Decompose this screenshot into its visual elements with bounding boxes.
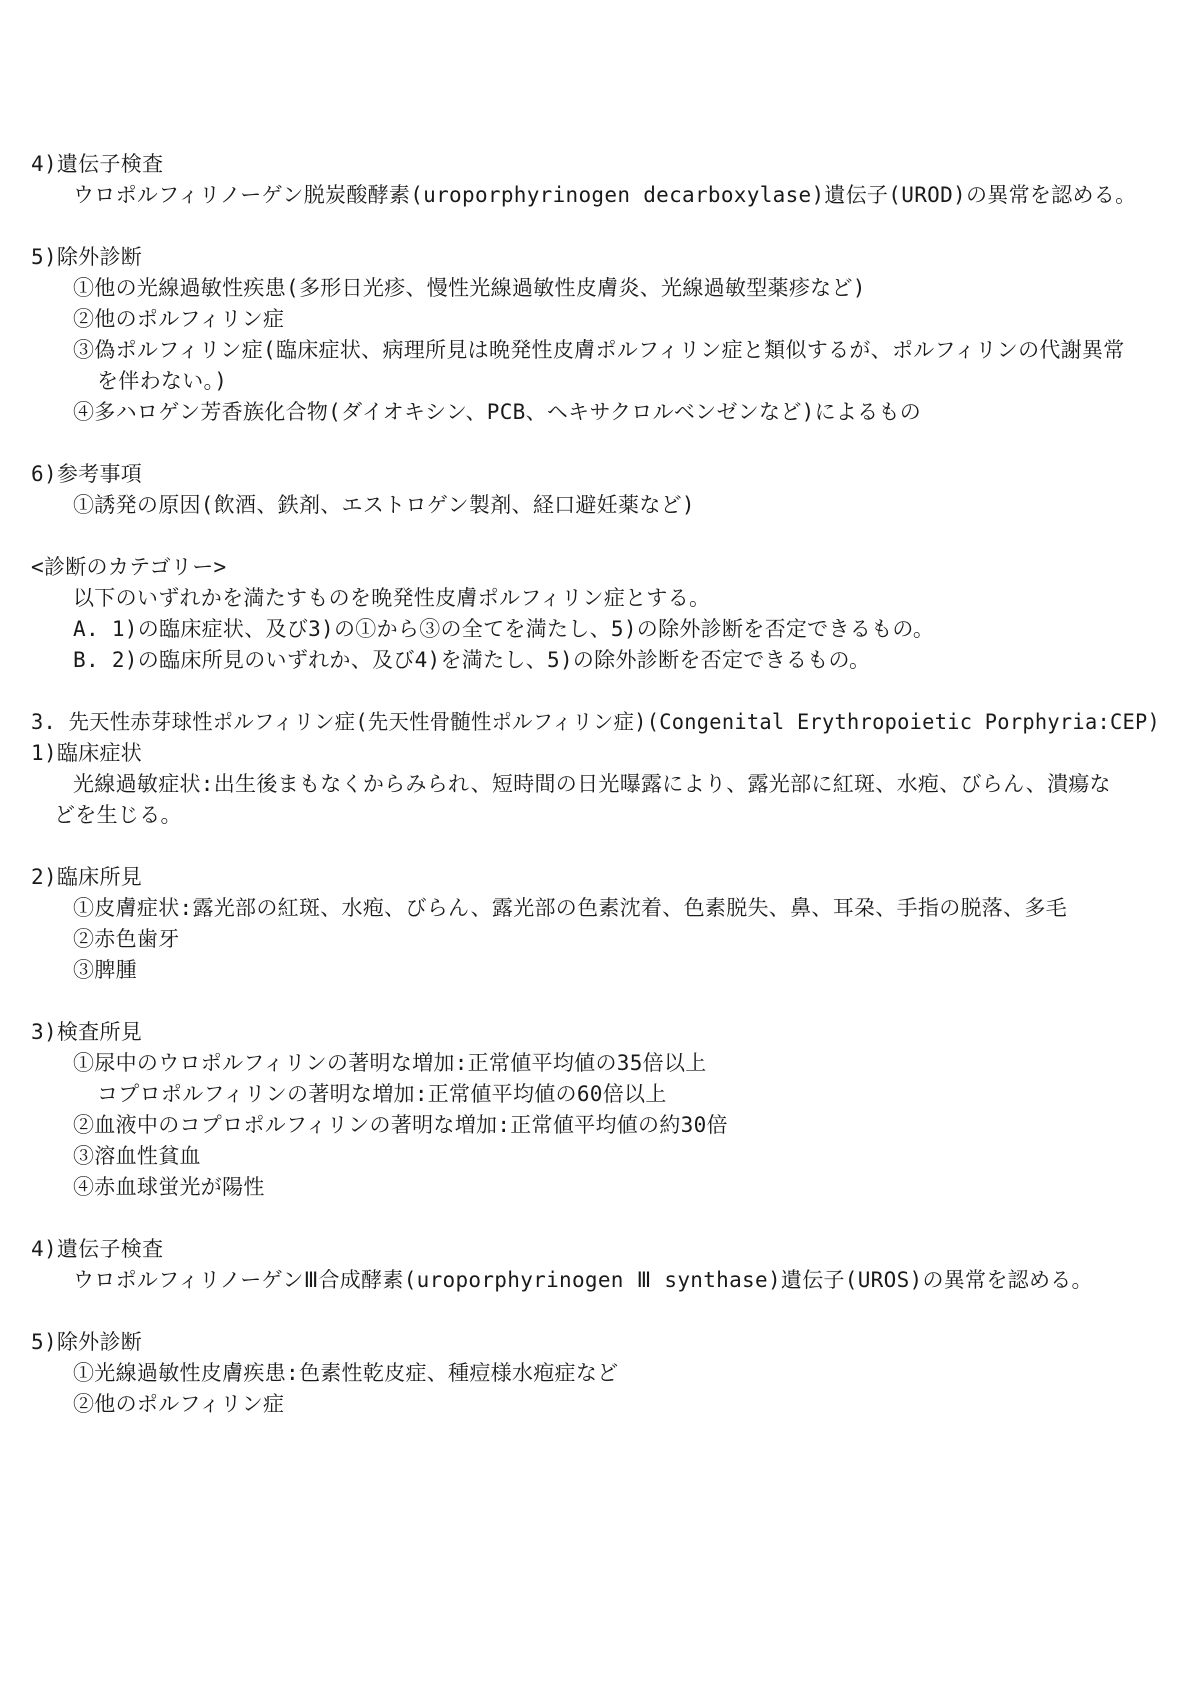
text-photosensitivity-cont: どを生じる。: [54, 803, 182, 827]
list-item: A. 1)の臨床症状、及び3)の①から③の全てを満たし、5)の除外診断を否定できるもの。: [73, 617, 935, 641]
heading-lab-findings: 3)検査所見: [31, 1020, 143, 1044]
list-item: ①他の光線過敏性疾患(多形日光疹、慢性光線過敏性皮膚炎、光線過敏型薬疹など): [73, 276, 866, 300]
heading-clinical-findings: 2)臨床所見: [31, 865, 143, 889]
list-item: ④多ハロゲン芳香族化合物(ダイオキシン、PCB、ヘキサクロルベンゼンなど)によるもの: [73, 400, 922, 424]
list-item: ②赤色歯牙: [73, 927, 180, 951]
list-item-continuation: を伴わない。): [97, 369, 228, 393]
list-item: ③溶血性貧血: [73, 1144, 201, 1168]
heading-exclusion: 5)除外診断: [31, 1330, 143, 1354]
section-title-cep: 3. 先天性赤芽球性ポルフィリン症(先天性骨髄性ポルフィリン症)(Congenital Erythropoietic Porphyria:CEP): [31, 710, 1161, 734]
list-item: B. 2)の臨床所見のいずれか、及び4)を満たし、5)の除外診断を否定できるもの。: [73, 648, 871, 672]
list-item: ④赤血球蛍光が陽性: [73, 1175, 265, 1199]
heading-diagnosis-category: <診断のカテゴリー>: [31, 555, 227, 579]
list-item: ①誘発の原因(飲酒、鉄剤、エストロゲン製剤、経口避妊薬など): [73, 493, 695, 517]
heading-genetic-test: 4)遺伝子検査: [31, 1237, 164, 1261]
heading-exclusion: 5)除外診断: [31, 245, 143, 269]
list-item: ①尿中のウロポルフィリンの著明な増加:正常値平均値の35倍以上: [73, 1051, 707, 1075]
list-item: ①皮膚症状:露光部の紅斑、水疱、びらん、露光部の色素沈着、色素脱失、鼻、耳朶、手指の脱落、多毛: [73, 896, 1067, 920]
list-item: ②他のポルフィリン症: [73, 1392, 285, 1416]
list-item: ①光線過敏性皮膚疾患:色素性乾皮症、種痘様水疱症など: [73, 1361, 619, 1385]
list-item: ②血液中のコプロポルフィリンの著明な増加:正常値平均値の約30倍: [73, 1113, 728, 1137]
list-item-continuation: コプロポルフィリンの著明な増加:正常値平均値の60倍以上: [97, 1082, 667, 1106]
heading-clinical-symptoms: 1)臨床症状: [31, 741, 143, 765]
heading-genetic-test: 4)遺伝子検査: [31, 152, 164, 176]
text-photosensitivity: 光線過敏症状:出生後まもなくからみられ、短時間の日光曝露により、露光部に紅斑、水疱、びらん、潰瘍な: [73, 772, 1111, 796]
text-uros: ウロポルフィリノーゲンⅢ合成酵素(uroporphyrinogen Ⅲ synthase)遺伝子(UROS)の異常を認める。: [73, 1268, 1093, 1292]
heading-notes: 6)参考事項: [31, 462, 143, 486]
text-urod: ウロポルフィリノーゲン脱炭酸酵素(uroporphyrinogen decarboxylase)遺伝子(UROD)の異常を認める。: [73, 183, 1137, 207]
text-category-intro: 以下のいずれかを満たすものを晩発性皮膚ポルフィリン症とする。: [73, 586, 711, 610]
list-item: ②他のポルフィリン症: [73, 307, 285, 331]
list-item: ③脾腫: [73, 958, 137, 982]
list-item: ③偽ポルフィリン症(臨床症状、病理所見は晩発性皮膚ポルフィリン症と類似するが、ポルフィリンの代謝異常: [73, 338, 1125, 362]
